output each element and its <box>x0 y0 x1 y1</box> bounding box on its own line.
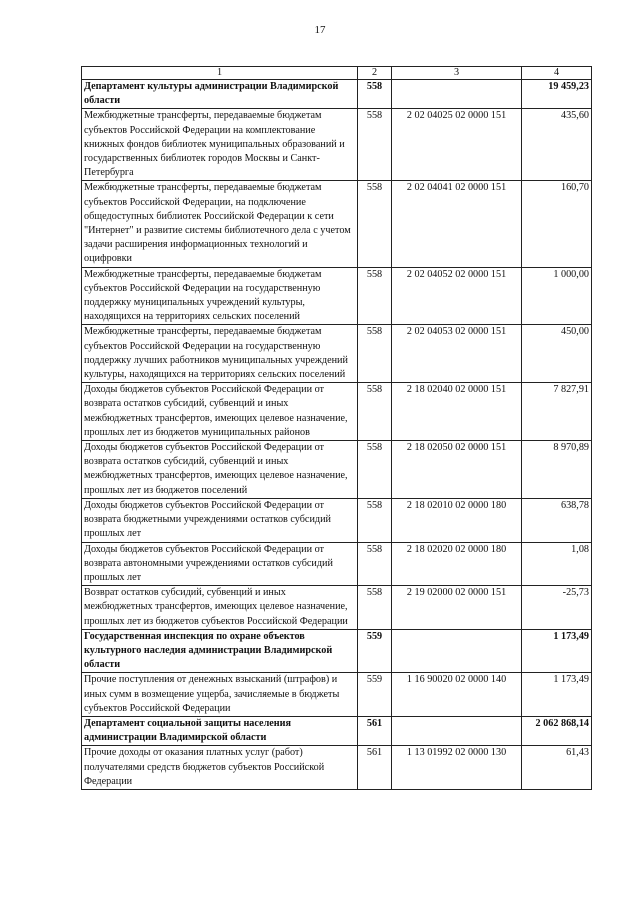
row-revenue-code-cell: 2 18 02010 02 0000 180 <box>392 498 522 542</box>
row-revenue-code-cell: 2 02 04053 02 0000 151 <box>392 325 522 383</box>
column-header-3: 3 <box>392 67 522 80</box>
row-revenue-code-cell: 2 18 02020 02 0000 180 <box>392 542 522 586</box>
row-revenue-code-cell: 1 13 01992 02 0000 130 <box>392 746 522 790</box>
column-header-2: 2 <box>358 67 392 80</box>
row-revenue-code-cell <box>392 80 522 109</box>
row-admin-code-cell: 558 <box>358 441 392 499</box>
row-admin-code-cell: 558 <box>358 586 392 630</box>
table-row <box>82 181 592 267</box>
row-admin-code-cell: 559 <box>358 673 392 717</box>
row-admin-code-cell: 558 <box>358 542 392 586</box>
table-header-row <box>82 67 592 80</box>
row-admin-code-cell: 558 <box>358 325 392 383</box>
row-name-cell: Межбюджетные трансферты, передаваемые бюджетам субъектов Российской Федерации, на подключение общедоступных библиотек Российской Федерации к сети "Интернет" и развитие системы библиотечного дела с учетом задачи расширения информационных технологий и оцифровки <box>82 181 358 267</box>
row-name-cell: Департамент социальной защиты населения администрации Владимирской области <box>82 716 358 745</box>
table-row <box>82 746 592 790</box>
row-amount-cell: 435,60 <box>522 109 592 181</box>
row-amount-cell: 450,00 <box>522 325 592 383</box>
row-admin-code-cell: 559 <box>358 629 392 673</box>
row-admin-code-cell: 561 <box>358 716 392 745</box>
row-revenue-code-cell: 2 02 04041 02 0000 151 <box>392 181 522 267</box>
row-amount-cell: 1 000,00 <box>522 267 592 325</box>
department-row <box>82 716 592 745</box>
row-revenue-code-cell: 1 16 90020 02 0000 140 <box>392 673 522 717</box>
row-amount-cell: 8 970,89 <box>522 441 592 499</box>
table-row <box>82 498 592 542</box>
row-name-cell: Возврат остатков субсидий, субвенций и иных межбюджетных трансфертов, имеющих целевое назначение, прошлых лет из бюджетов субъектов Российской Федерации <box>82 586 358 630</box>
row-revenue-code-cell <box>392 629 522 673</box>
row-name-cell: Департамент культуры администрации Владимирской области <box>82 80 358 109</box>
row-revenue-code-cell: 2 02 04052 02 0000 151 <box>392 267 522 325</box>
table-row <box>82 383 592 441</box>
row-name-cell: Доходы бюджетов субъектов Российской Федерации от возврата остатков субсидий, субвенций и иных межбюджетных трансфертов, имеющих целевое назначение, прошлых лет из бюджетов муниципальных районов <box>82 383 358 441</box>
row-amount-cell: 7 827,91 <box>522 383 592 441</box>
row-admin-code-cell: 558 <box>358 498 392 542</box>
row-revenue-code-cell: 2 18 02040 02 0000 151 <box>392 383 522 441</box>
row-amount-cell: 1,08 <box>522 542 592 586</box>
column-header-4: 4 <box>522 67 592 80</box>
row-admin-code-cell: 558 <box>358 267 392 325</box>
row-admin-code-cell: 558 <box>358 80 392 109</box>
page-number: 17 <box>314 24 326 36</box>
row-revenue-code-cell: 2 02 04025 02 0000 151 <box>392 109 522 181</box>
row-name-cell: Доходы бюджетов субъектов Российской Федерации от возврата остатков субсидий, субвенций и иных межбюджетных трансфертов, имеющих целевое назначение, прошлых лет из бюджетов поселений <box>82 441 358 499</box>
row-amount-cell: 638,78 <box>522 498 592 542</box>
row-name-cell: Доходы бюджетов субъектов Российской Федерации от возврата автономными учреждениями остатков субсидий прошлых лет <box>82 542 358 586</box>
row-revenue-code-cell: 2 19 02000 02 0000 151 <box>392 586 522 630</box>
table-row <box>82 325 592 383</box>
table-body <box>82 80 592 790</box>
row-name-cell: Прочие поступления от денежных взысканий (штрафов) и иных сумм в возмещение ущерба, зачисляемые в бюджеты субъектов Российской Федерации <box>82 673 358 717</box>
row-name-cell: Межбюджетные трансферты, передаваемые бюджетам субъектов Российской Федерации на комплектование книжных фондов библиотек муниципальных образований и государственных библиотек городов Москвы и Санкт-Петербурга <box>82 109 358 181</box>
row-name-cell: Межбюджетные трансферты, передаваемые бюджетам субъектов Российской Федерации на государственную поддержку лучших работников муниципальных учреждений культуры, находящихся на территориях сельских поселений <box>82 325 358 383</box>
row-name-cell: Межбюджетные трансферты, передаваемые бюджетам субъектов Российской Федерации на государственную поддержку муниципальных учреждений культуры, находящихся на территориях сельских поселений <box>82 267 358 325</box>
table-row <box>82 267 592 325</box>
row-amount-cell: 1 173,49 <box>522 673 592 717</box>
row-revenue-code-cell: 2 18 02050 02 0000 151 <box>392 441 522 499</box>
row-amount-cell: 1 173,49 <box>522 629 592 673</box>
row-amount-cell: 19 459,23 <box>522 80 592 109</box>
table-row <box>82 109 592 181</box>
row-amount-cell: -25,73 <box>522 586 592 630</box>
table-row <box>82 441 592 499</box>
row-name-cell: Доходы бюджетов субъектов Российской Федерации от возврата бюджетными учреждениями остатков субсидий прошлых лет <box>82 498 358 542</box>
row-name-cell: Прочие доходы от оказания платных услуг (работ) получателями средств бюджетов субъектов Российской Федерации <box>82 746 358 790</box>
table-row <box>82 586 592 630</box>
row-admin-code-cell: 558 <box>358 383 392 441</box>
row-admin-code-cell: 558 <box>358 109 392 181</box>
row-admin-code-cell: 558 <box>358 181 392 267</box>
department-row <box>82 629 592 673</box>
column-header-1: 1 <box>82 67 358 80</box>
revenue-table <box>81 66 592 790</box>
table-row <box>82 542 592 586</box>
row-amount-cell: 61,43 <box>522 746 592 790</box>
row-amount-cell: 160,70 <box>522 181 592 267</box>
row-amount-cell: 2 062 868,14 <box>522 716 592 745</box>
table-row <box>82 673 592 717</box>
row-name-cell: Государственная инспекция по охране объектов культурного наследия администрации Владимирской области <box>82 629 358 673</box>
row-admin-code-cell: 561 <box>358 746 392 790</box>
row-revenue-code-cell <box>392 716 522 745</box>
department-row <box>82 80 592 109</box>
